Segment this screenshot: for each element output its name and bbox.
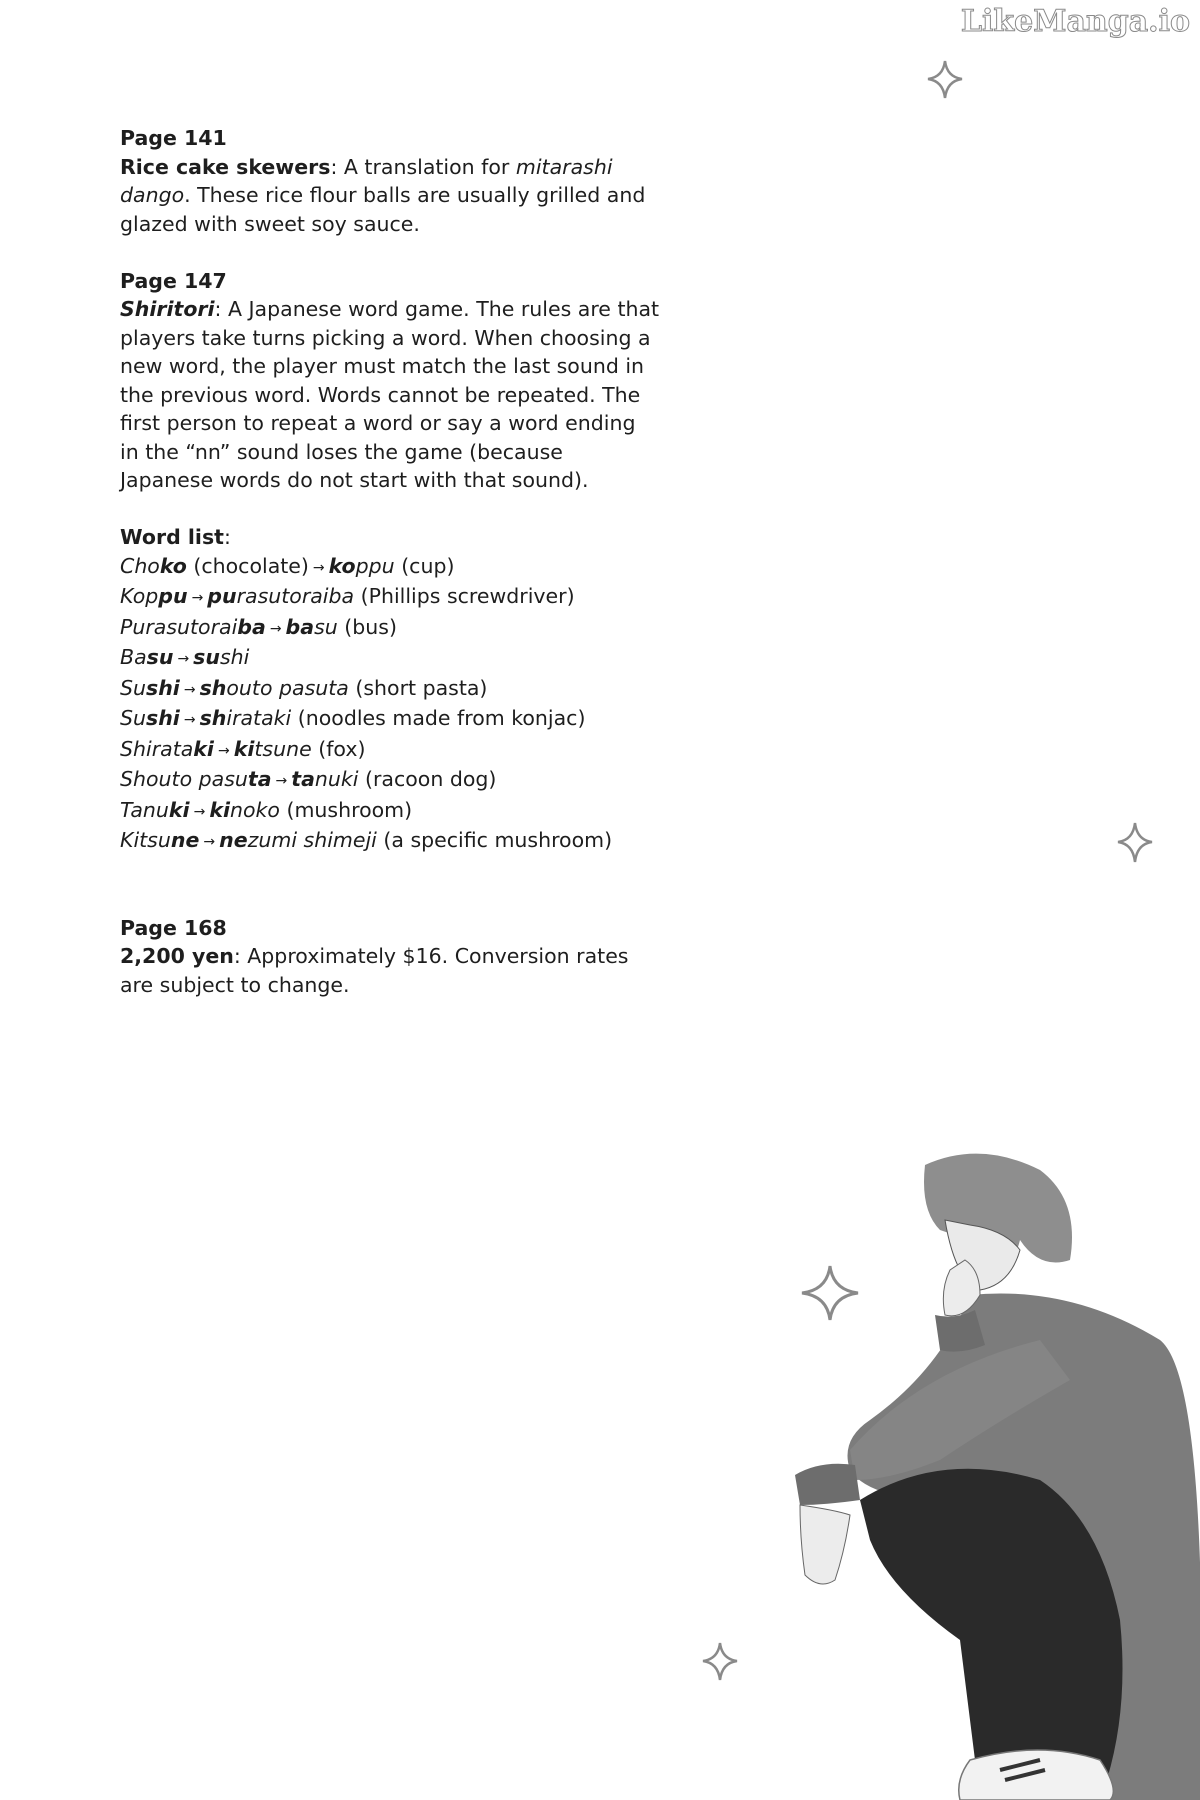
to-word: kinoko (209, 797, 280, 822)
arrow-right-icon: → (177, 651, 190, 667)
to-word: basu (285, 614, 338, 639)
to-word: shirataki (199, 706, 292, 730)
note-definition: : A Japanese word game. The rules are that players take turns picking a word. When choosing a new word, the player must match the last sound in the previous word. Words cannot be repeated. The first person to repeat a word or say a word ending in the “nn” sound loses the game (because Japanese words do not start with that sound). (120, 297, 660, 492)
note-page-147 (120, 267, 660, 495)
from-word: Purasutoraiba (120, 614, 266, 639)
to-word: purasutoraiba (207, 584, 355, 608)
word-list-item: Kitsune → nezumi shimeji (a specific mushroom) (120, 828, 613, 852)
arrow-right-icon: → (203, 834, 216, 850)
arrow-right-icon: → (191, 590, 204, 606)
word-list (120, 523, 660, 857)
word-list-item: Koppu → purasutoraiba (Phillips screwdriver) (120, 584, 575, 608)
from-word: Sushi (120, 706, 180, 730)
site-watermark: LikeManga.io (960, 4, 1190, 39)
arrow-right-icon: → (193, 803, 206, 820)
sparkle-icon (1115, 820, 1155, 864)
note-definition: : Approximately $16. Conversion rates are subject to change. (120, 944, 629, 997)
page-heading: Page 168 (120, 915, 227, 940)
from-word: Basu (120, 645, 174, 669)
to-word: kitsune (233, 736, 312, 761)
note-term: Shiritori (120, 297, 215, 321)
note-text (120, 153, 660, 239)
character-illustration (740, 1120, 1200, 1800)
note-definition: : A translation for (330, 154, 516, 179)
translation-notes (120, 124, 660, 1028)
word-list-item: Purasutoraiba → basu (bus) (120, 614, 397, 639)
page-heading: Page 147 (120, 268, 227, 293)
note-page-141 (120, 124, 660, 238)
arrow-right-icon: → (275, 773, 288, 789)
arrow-right-icon: → (217, 742, 230, 759)
from-word: Kitsune (120, 828, 200, 852)
to-word: sushi (193, 645, 250, 669)
arrow-right-icon: → (183, 681, 196, 698)
word-list-item: Sushi → shouto pasuta (short pasta) (120, 675, 488, 700)
word-list-item: Sushi → shirataki (noodles made from konjac) (120, 706, 586, 730)
from-word: Koppu (120, 584, 188, 608)
to-word: shouto pasuta (199, 675, 349, 700)
from-word: Shirataki (120, 736, 214, 761)
from-word: Shouto pasuta (120, 767, 272, 791)
word-list-label: Word list (120, 525, 224, 549)
from-word: Tanuki (120, 797, 190, 822)
sparkle-icon (925, 58, 965, 100)
to-word: tanuki (291, 767, 359, 791)
note-italic-term: mitarashi dango (120, 154, 613, 207)
word-list-item: Shirataki → kitsune (fox) (120, 736, 366, 761)
word-list-item: Choko (chocolate) → koppu (cup) (120, 553, 455, 578)
to-word: nezumi shimeji (219, 828, 377, 852)
arrow-right-icon: → (312, 559, 325, 576)
from-word: Choko (120, 553, 187, 578)
to-word: koppu (328, 553, 395, 578)
word-list-item (120, 643, 660, 674)
word-list-item: Shouto pasuta → tanuki (racoon dog) (120, 767, 497, 791)
note-text (120, 942, 660, 999)
note-term: Rice cake skewers (120, 154, 331, 179)
page-heading: Page 141 (120, 126, 227, 150)
note-term: 2,200 yen (120, 944, 234, 968)
note-text (120, 295, 660, 495)
note-page-168 (120, 914, 660, 1000)
sparkle-icon (700, 1640, 740, 1682)
arrow-right-icon: → (269, 620, 282, 637)
word-list-item: Tanuki → kinoko (mushroom) (120, 797, 413, 822)
arrow-right-icon: → (183, 712, 196, 728)
word-list-heading: Word list: (120, 525, 231, 549)
from-word: Sushi (120, 675, 180, 700)
word-list-items (120, 552, 660, 857)
note-definition: . These rice flour balls are usually grilled and glazed with sweet soy sauce. (120, 183, 646, 236)
